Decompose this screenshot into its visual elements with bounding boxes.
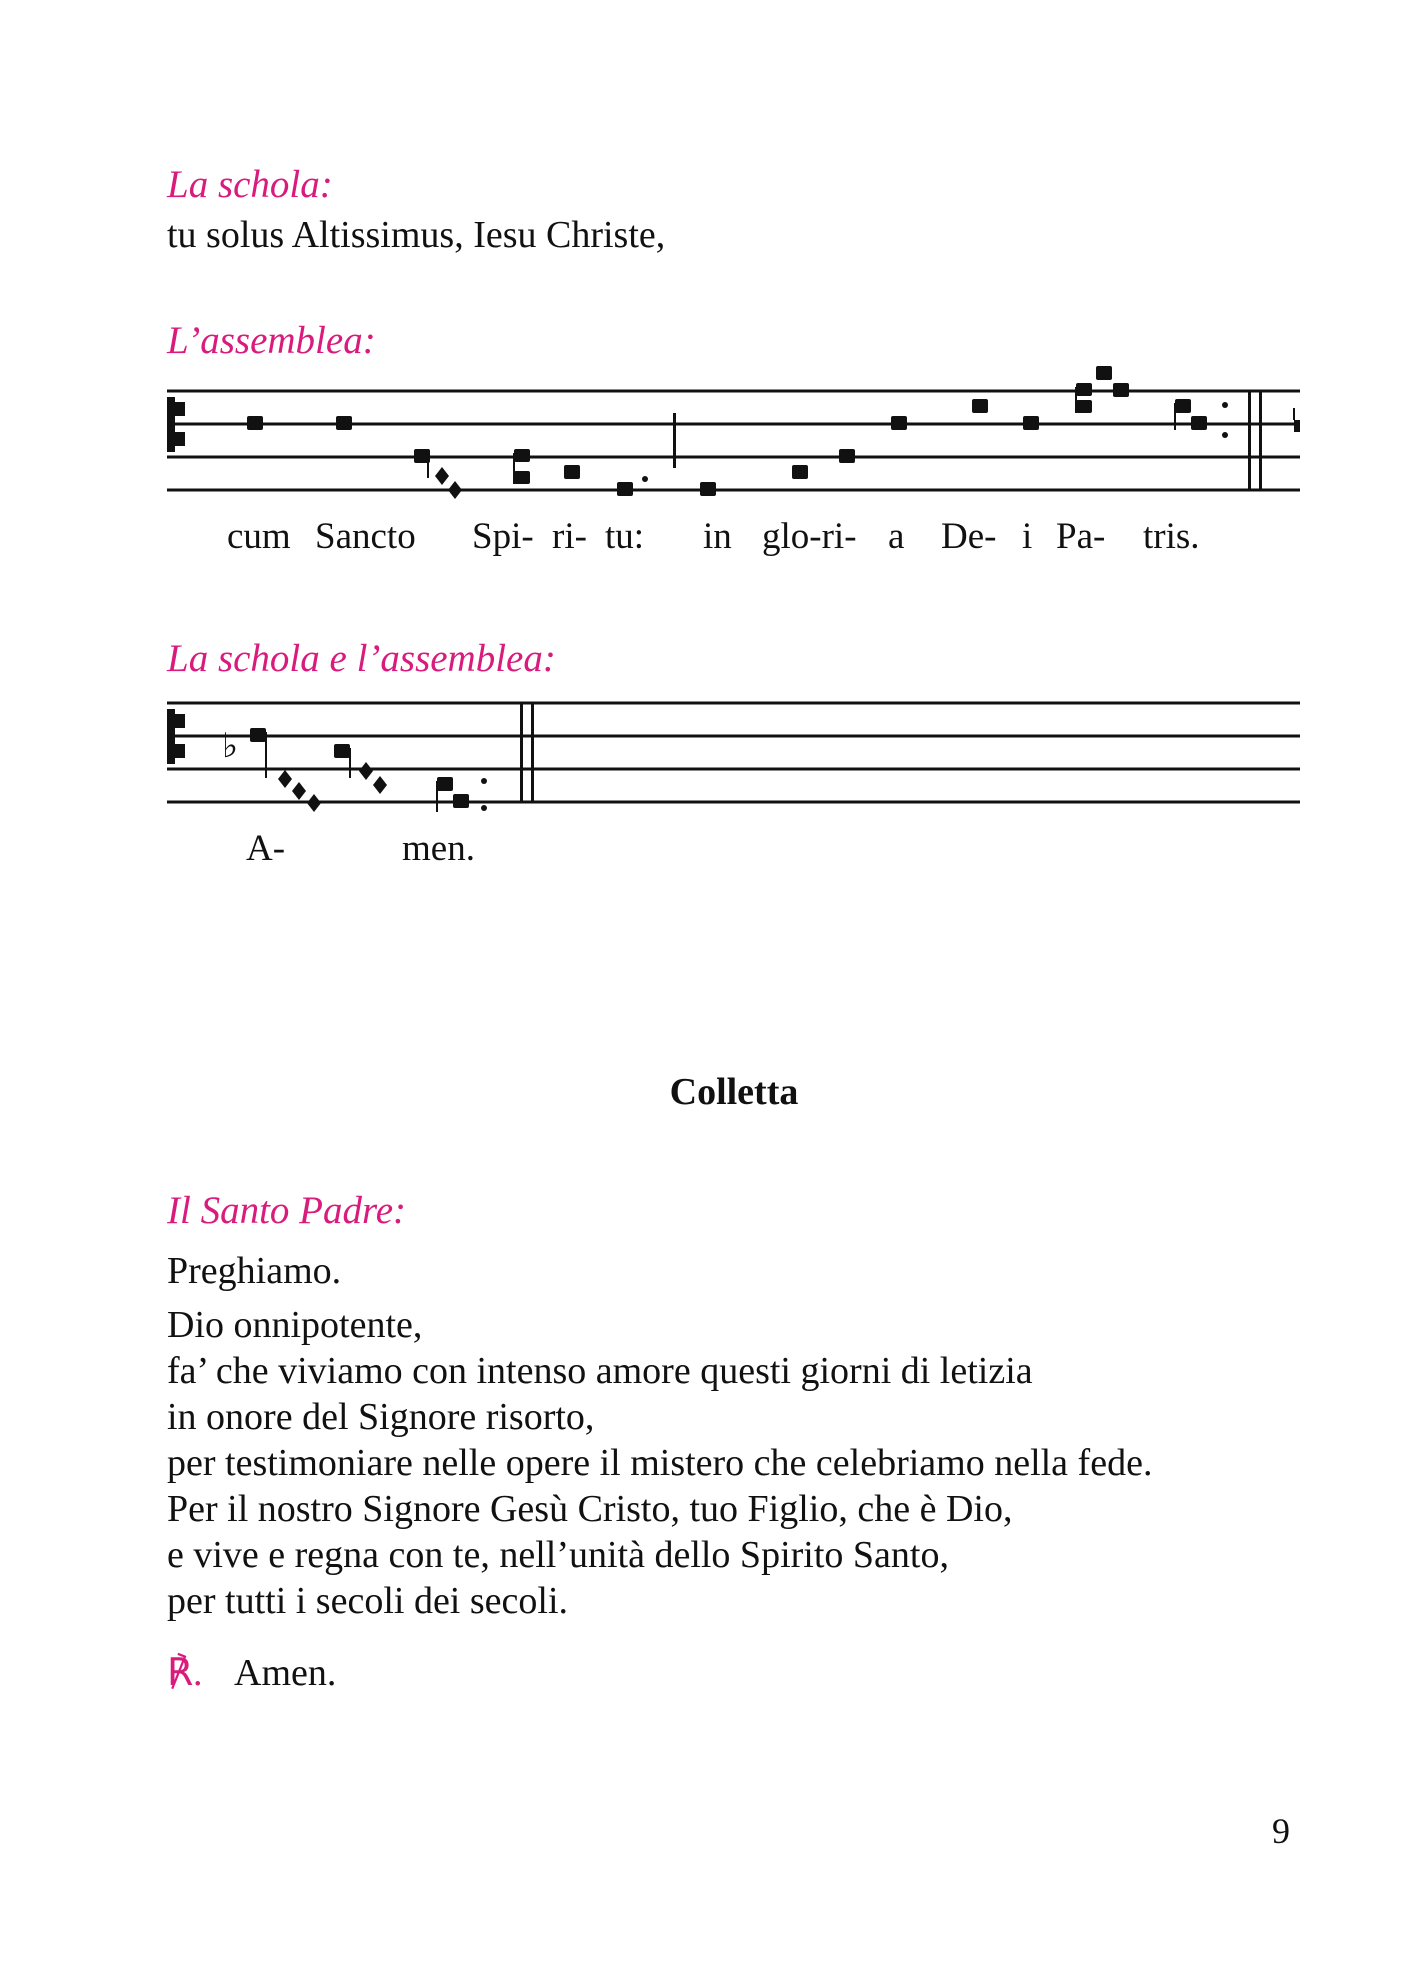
neume	[514, 471, 530, 484]
notes-staff-1	[247, 366, 1300, 499]
text-tu-solus: tu solus Altissimus, Iesu Christe,	[167, 214, 666, 256]
prayer-line: Dio onnipotente,	[167, 1304, 423, 1346]
neume	[373, 776, 387, 794]
neume	[1175, 399, 1191, 413]
syllable: cum	[227, 516, 291, 557]
response-symbol: ℟.	[167, 1652, 203, 1694]
neume	[792, 465, 808, 479]
syllable: men.	[402, 828, 475, 869]
prayer-line: e vive e regna con te, nell’unità dello Spirito Santo,	[167, 1534, 949, 1576]
double-bar	[1259, 391, 1262, 490]
prayer-line: in onore del Signore risorto,	[167, 1396, 595, 1438]
c-clef-2	[167, 709, 185, 764]
neume	[1096, 366, 1112, 380]
syllable: Sancto	[315, 516, 416, 557]
neume	[307, 794, 321, 812]
syllable: glo-ri-	[762, 516, 857, 557]
syllable: tu:	[605, 516, 645, 557]
rubric-schola: La schola:	[167, 163, 333, 206]
neume	[336, 416, 352, 430]
rubric-schola-assemblea: La schola e l’assemblea:	[167, 637, 556, 680]
neume	[278, 770, 292, 788]
neume	[972, 399, 988, 413]
neume	[1076, 400, 1092, 413]
neume	[617, 482, 633, 496]
prayer-text	[167, 1302, 1152, 1624]
double-bar	[1248, 391, 1251, 490]
neume	[564, 465, 580, 479]
neume	[839, 449, 855, 463]
neume	[359, 762, 373, 780]
neume	[435, 467, 449, 485]
neume	[292, 782, 306, 800]
neume	[514, 449, 530, 462]
neume	[1023, 416, 1039, 430]
prayer-line: per testimoniare nelle opere il mistero che celebriamo nella fede.	[167, 1442, 1153, 1484]
page-number: 9	[1272, 1811, 1290, 1851]
neume	[247, 416, 263, 430]
syllable: i	[1022, 516, 1033, 557]
prayer-line: Per il nostro Signore Gesù Cristo, tuo Figlio, che è Dio,	[167, 1488, 1013, 1530]
neume	[453, 794, 469, 808]
syllable: ri-	[552, 516, 587, 557]
flat-sign: ♭	[222, 726, 239, 766]
neume	[700, 482, 716, 496]
prayer-line: per tutti i secoli dei secoli.	[167, 1580, 569, 1622]
rubric-santo-padre: Il Santo Padre:	[167, 1189, 407, 1232]
syllable: Spi-	[472, 516, 534, 557]
neume	[1076, 383, 1092, 396]
neume	[1191, 416, 1207, 430]
syllable: tris.	[1143, 516, 1200, 557]
syllable: a	[888, 516, 905, 557]
neume	[448, 481, 462, 499]
response	[167, 1650, 336, 1696]
c-clef-1	[167, 397, 185, 452]
double-bar	[531, 703, 534, 802]
neume	[1113, 383, 1129, 397]
invitation: Preghiamo.	[167, 1250, 342, 1292]
custos	[1294, 420, 1300, 432]
neume	[414, 449, 430, 463]
colletta-title: Colletta	[669, 1071, 799, 1113]
staff-2	[167, 703, 1300, 802]
neume	[334, 744, 350, 758]
rubric-assemblea: L’assemblea:	[167, 319, 376, 362]
neume	[250, 728, 266, 742]
neume	[891, 416, 907, 430]
response-text: Amen.	[234, 1652, 337, 1694]
divisio	[673, 413, 676, 468]
syllable: A-	[246, 828, 286, 869]
notes-staff-2	[222, 703, 534, 812]
syllable: Pa-	[1056, 516, 1106, 557]
staff-1	[167, 391, 1300, 490]
syllable: De-	[941, 516, 997, 557]
neume	[437, 777, 453, 791]
double-bar	[520, 703, 523, 802]
syllable: in	[703, 516, 732, 557]
prayer-line: fa’ che viviamo con intenso amore questi giorni di letizia	[167, 1350, 1033, 1392]
